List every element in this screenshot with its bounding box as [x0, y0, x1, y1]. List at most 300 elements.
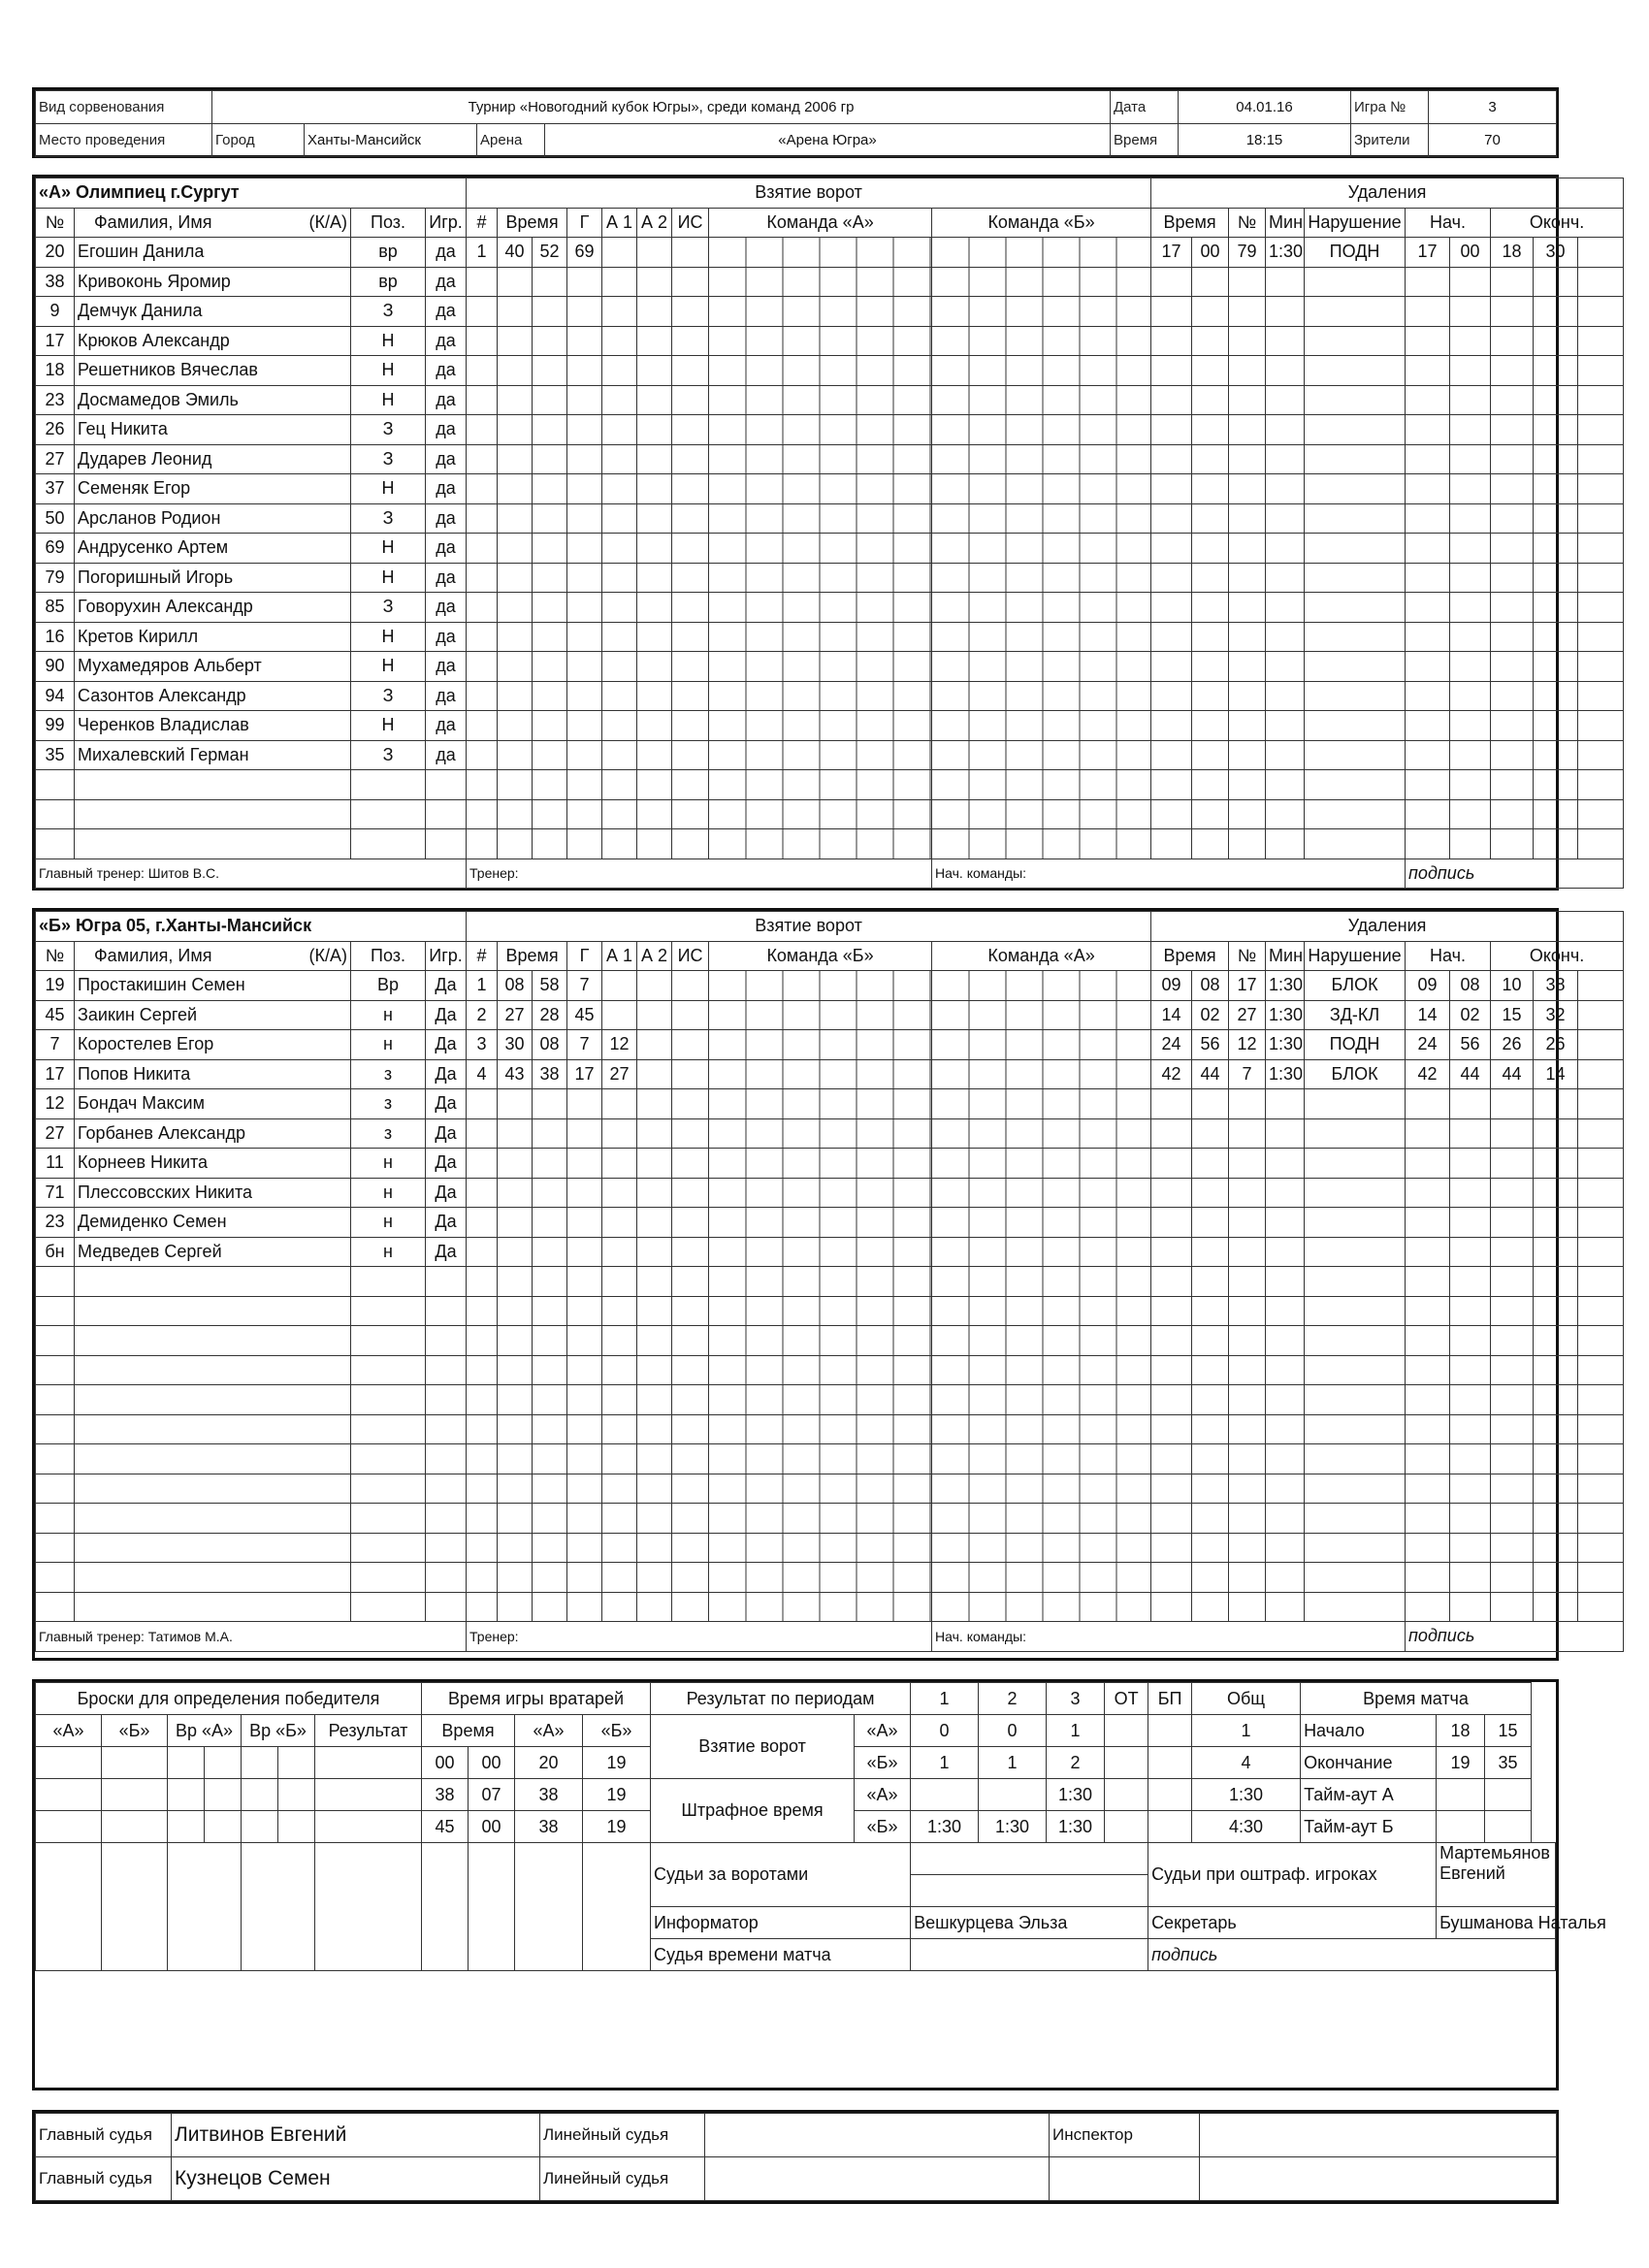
goal-a2 [637, 1385, 672, 1415]
pen-start-sec [1450, 1208, 1491, 1238]
table-row [36, 1533, 1624, 1563]
player-no [36, 1326, 75, 1356]
table-row [36, 1385, 1624, 1415]
pen-end-sec [1534, 1208, 1578, 1238]
player-pos: Н [351, 622, 426, 652]
pen-minutes [1266, 356, 1305, 386]
match-start-sec: 15 [1485, 1715, 1532, 1747]
goal-a1 [602, 1267, 637, 1297]
goal-sec [533, 652, 567, 682]
goals-a-p3: 1 [1047, 1715, 1105, 1747]
table-row [36, 829, 1624, 859]
goal-no [467, 1149, 498, 1179]
pen-end-min [1491, 770, 1534, 800]
pen-start-sec [1450, 326, 1491, 356]
referees-section [32, 2110, 1559, 2204]
goal-judges-label: Судьи за воротами [651, 1843, 911, 1907]
goal-min [498, 1118, 533, 1149]
pen-violation [1305, 444, 1406, 474]
pen-start-min [1406, 681, 1450, 711]
pen-violation [1305, 1592, 1406, 1622]
pen-minutes [1266, 740, 1305, 770]
goal-sec [533, 740, 567, 770]
player-pos [351, 1355, 426, 1385]
teamB-col-ptime: Время [1151, 941, 1229, 971]
pen-end-min [1491, 1533, 1534, 1563]
pen-start-sec [1450, 1267, 1491, 1297]
teamA-col-pstart: Нач. [1406, 208, 1491, 238]
goal-min [498, 1208, 533, 1238]
goal-min [498, 474, 533, 504]
player-play: да [426, 652, 467, 682]
table-row [36, 740, 1624, 770]
pen-time-sec [1192, 1504, 1229, 1534]
player-play [426, 799, 467, 829]
goal-is [672, 474, 709, 504]
table-row [36, 474, 1624, 504]
pen-violation [1305, 1326, 1406, 1356]
goal-min [498, 503, 533, 534]
pen-start-min [1406, 356, 1450, 386]
goal-a1 [602, 1149, 637, 1179]
player-no: 23 [36, 1208, 75, 1238]
pen-player-no [1229, 534, 1266, 564]
goal-is [672, 1355, 709, 1385]
pen-time-sec [1192, 770, 1229, 800]
goal-is [672, 1326, 709, 1356]
player-pos [351, 799, 426, 829]
goal-min [498, 652, 533, 682]
goal-a2 [637, 740, 672, 770]
pen-time-sec [1192, 1089, 1229, 1119]
pen-time-min [1151, 829, 1192, 859]
pen-player-no [1229, 799, 1266, 829]
pen-end-sec [1534, 1504, 1578, 1534]
pen-end-sec [1534, 1296, 1578, 1326]
pen-time-sec [1192, 1208, 1229, 1238]
goal-a2 [637, 1178, 672, 1208]
goal-sec [533, 1149, 567, 1179]
player-no: 11 [36, 1149, 75, 1179]
goal-scorer [567, 326, 602, 356]
shootout-b: «Б» [102, 1715, 168, 1747]
pen-start-min [1406, 1118, 1450, 1149]
goal-a2 [637, 1326, 672, 1356]
pen-minutes [1266, 297, 1305, 327]
goal-is [672, 593, 709, 623]
teamA-coach: Главный тренер: Шитов В.С. [36, 859, 467, 889]
pen-minutes [1266, 1208, 1305, 1238]
goal-a2 [637, 1444, 672, 1474]
player-play: Да [426, 1149, 467, 1179]
goal-no: 1 [467, 238, 498, 268]
pen-a-ot [1105, 1779, 1148, 1811]
pen-violation [1305, 622, 1406, 652]
goal-a2 [637, 593, 672, 623]
player-no: 71 [36, 1178, 75, 1208]
player-play: Да [426, 971, 467, 1001]
pen-time-min [1151, 534, 1192, 564]
team-a-section [32, 175, 1585, 891]
player-pos: Н [351, 474, 426, 504]
goal-a2 [637, 770, 672, 800]
pen-start-sec [1450, 1592, 1491, 1622]
player-pos: З [351, 593, 426, 623]
teamA-goals-header: Взятие ворот [467, 178, 1151, 209]
goal-scorer [567, 1592, 602, 1622]
pen-time-min [1151, 740, 1192, 770]
teamA-col-pno: № [1229, 208, 1266, 238]
pen-end-sec [1534, 326, 1578, 356]
pen-start-sec [1450, 385, 1491, 415]
pen-player-no [1229, 681, 1266, 711]
player-pos: Н [351, 326, 426, 356]
goal-no [467, 622, 498, 652]
player-pos: З [351, 740, 426, 770]
player-no [36, 1444, 75, 1474]
pen-violation [1305, 1414, 1406, 1444]
player-play [426, 1326, 467, 1356]
goal-no: 3 [467, 1030, 498, 1060]
pen-start-min [1406, 1326, 1450, 1356]
goal-scorer [567, 1296, 602, 1326]
goal-a1 [602, 1178, 637, 1208]
goal-scorer [567, 622, 602, 652]
goal-no [467, 711, 498, 741]
player-pos: З [351, 681, 426, 711]
pen-player-no [1229, 1355, 1266, 1385]
table-row [36, 1296, 1624, 1326]
goal-sec [533, 326, 567, 356]
player-name [75, 1385, 351, 1415]
pen-time-sec [1192, 563, 1229, 593]
teamA-penalties-header: Удаления [1151, 178, 1624, 209]
pen-end-sec [1534, 385, 1578, 415]
goal-no [467, 740, 498, 770]
pen-end-sec [1534, 474, 1578, 504]
teamA-col-pend: Оконч. [1491, 208, 1624, 238]
goal-is [672, 652, 709, 682]
table-row [36, 1237, 1624, 1267]
pen-end-min [1491, 1592, 1534, 1622]
pen-time-min [1151, 356, 1192, 386]
goal-sec [533, 1474, 567, 1504]
teamB-col-pviol: Нарушение [1305, 941, 1406, 971]
pen-time-sec [1192, 829, 1229, 859]
goal-a2 [637, 1089, 672, 1119]
pen-end-sec [1534, 1118, 1578, 1149]
penalty-judges-label: Судьи при оштраф. игроках [1148, 1843, 1437, 1907]
venue-label: Место проведения [36, 124, 212, 157]
pen-time-sec [1192, 326, 1229, 356]
goalie-row-3-sec: 00 [469, 1811, 515, 1843]
goal-no [467, 1385, 498, 1415]
goal-is [672, 740, 709, 770]
goal-min [498, 1149, 533, 1179]
pen-violation: ПОДН [1305, 1030, 1406, 1060]
goal-scorer [567, 829, 602, 859]
goal-min [498, 1533, 533, 1563]
pen-violation: БЛОК [1305, 971, 1406, 1001]
pen-time-min [1151, 297, 1192, 327]
pen-b-ot [1105, 1811, 1148, 1843]
pen-violation [1305, 385, 1406, 415]
player-play [426, 829, 467, 859]
pen-start-sec: 02 [1450, 1000, 1491, 1030]
player-name: Заикин Сергей [75, 1000, 351, 1030]
goal-min [498, 1444, 533, 1474]
player-name: Дударев Леонид [75, 444, 351, 474]
pen-time-sec [1192, 415, 1229, 445]
player-no [36, 1385, 75, 1415]
pen-player-no [1229, 1592, 1266, 1622]
pen-time-sec [1192, 622, 1229, 652]
goal-no [467, 1474, 498, 1504]
table-row [36, 1355, 1624, 1385]
goal-a1 [602, 297, 637, 327]
pen-start-min [1406, 1178, 1450, 1208]
goal-scorer [567, 652, 602, 682]
pen-start-min [1406, 711, 1450, 741]
pen-time-sec: 02 [1192, 1000, 1229, 1030]
pen-end-min [1491, 1178, 1534, 1208]
goal-no [467, 1089, 498, 1119]
player-pos: З [351, 415, 426, 445]
player-pos: З [351, 297, 426, 327]
goal-no [467, 1355, 498, 1385]
teamB-title: «Б» Югра 05, г.Ханты-Мансийск [36, 912, 467, 942]
pen-start-min: 17 [1406, 238, 1450, 268]
pen-time-sec [1192, 1267, 1229, 1297]
goal-scorer [567, 1326, 602, 1356]
pen-violation [1305, 534, 1406, 564]
player-pos [351, 829, 426, 859]
pen-minutes: 1:30 [1266, 238, 1305, 268]
goals-label: Взятие ворот [651, 1715, 855, 1779]
pen-violation [1305, 799, 1406, 829]
player-play: да [426, 297, 467, 327]
goal-a2 [637, 1355, 672, 1385]
pen-time-sec [1192, 1296, 1229, 1326]
pen-start-sec: 08 [1450, 971, 1491, 1001]
player-name: Семеняк Егор [75, 474, 351, 504]
goal-no [467, 799, 498, 829]
goal-sec [533, 1563, 567, 1593]
player-no: 19 [36, 971, 75, 1001]
goal-is [672, 1237, 709, 1267]
goal-is [672, 1267, 709, 1297]
game-no-label: Игра № [1351, 91, 1429, 124]
table-row [36, 1030, 1624, 1060]
pen-start-sec [1450, 740, 1491, 770]
pen-time-sec [1192, 1326, 1229, 1356]
timekeeper-label: Судья времени матча [651, 1939, 911, 1971]
goal-sec [533, 1444, 567, 1474]
player-name: Коростелев Егор [75, 1030, 351, 1060]
pen-minutes: 1:30 [1266, 971, 1305, 1001]
pen-time-sec: 56 [1192, 1030, 1229, 1060]
pen-minutes [1266, 829, 1305, 859]
goal-is [672, 1474, 709, 1504]
goal-scorer [567, 267, 602, 297]
goal-is [672, 1178, 709, 1208]
goal-is [672, 1444, 709, 1474]
player-pos: н [351, 1030, 426, 1060]
player-name: Крюков Александр [75, 326, 351, 356]
pen-time-sec [1192, 474, 1229, 504]
pen-player-no [1229, 652, 1266, 682]
pen-start-min [1406, 1089, 1450, 1119]
informer-label: Информатор [651, 1907, 911, 1939]
player-no: 45 [36, 1000, 75, 1030]
goal-sec [533, 297, 567, 327]
goalie-row-2-a: 38 [515, 1779, 583, 1811]
pen-start-min [1406, 444, 1450, 474]
pen-start-min [1406, 1474, 1450, 1504]
linesman-label-1: Линейный судья [540, 2114, 705, 2157]
goal-is [672, 1000, 709, 1030]
goal-no [467, 1326, 498, 1356]
teamA-title: «А» Олимпиец г.Сургут [36, 178, 467, 209]
table-row [36, 1444, 1624, 1474]
pen-start-min [1406, 1267, 1450, 1297]
pen-end-sec [1534, 770, 1578, 800]
goal-scorer [567, 534, 602, 564]
pen-end-sec: 30 [1534, 238, 1578, 268]
player-name: Сазонтов Александр [75, 681, 351, 711]
goal-min [498, 1237, 533, 1267]
pen-time-min [1151, 711, 1192, 741]
goal-scorer [567, 1178, 602, 1208]
player-play: Да [426, 1178, 467, 1208]
pen-end-min [1491, 503, 1534, 534]
goal-no [467, 267, 498, 297]
pen-player-no [1229, 1178, 1266, 1208]
player-no: 50 [36, 503, 75, 534]
goal-min [498, 415, 533, 445]
pen-a-total: 1:30 [1192, 1779, 1301, 1811]
time-value: 18:15 [1179, 124, 1351, 157]
pen-start-sec [1450, 1533, 1491, 1563]
pen-minutes [1266, 1385, 1305, 1415]
date-value: 04.01.16 [1179, 91, 1351, 124]
table-row [36, 1326, 1624, 1356]
pen-player-no [1229, 415, 1266, 445]
pen-minutes [1266, 1296, 1305, 1326]
player-pos [351, 1267, 426, 1297]
pen-time-min: 17 [1151, 238, 1192, 268]
pen-end-sec [1534, 711, 1578, 741]
pen-time-sec [1192, 297, 1229, 327]
player-play [426, 1355, 467, 1385]
pen-start-min [1406, 1355, 1450, 1385]
pen-player-no: 7 [1229, 1059, 1266, 1089]
pen-time-min [1151, 1533, 1192, 1563]
pen-player-no [1229, 1296, 1266, 1326]
goal-a2 [637, 356, 672, 386]
ot-header: ОТ [1105, 1683, 1148, 1715]
pen-end-sec [1534, 1178, 1578, 1208]
goal-scorer [567, 1267, 602, 1297]
pen-time-sec [1192, 1533, 1229, 1563]
pen-start-min [1406, 1504, 1450, 1534]
player-name: Говорухин Александр [75, 593, 351, 623]
player-no: 94 [36, 681, 75, 711]
goal-sec [533, 1326, 567, 1356]
competition-name: Турнир «Новогодний кубок Югры», среди команд 2006 гр [212, 91, 1111, 124]
goal-a1 [602, 1326, 637, 1356]
pen-end-min [1491, 1267, 1534, 1297]
pen-violation [1305, 415, 1406, 445]
goal-a1 [602, 770, 637, 800]
pen-start-sec [1450, 1118, 1491, 1149]
teamB-col-pend: Оконч. [1491, 941, 1624, 971]
table-row [36, 1178, 1624, 1208]
goal-min [498, 622, 533, 652]
timeout-a-label: Тайм-аут А [1301, 1779, 1437, 1811]
pen-violation [1305, 1178, 1406, 1208]
pen-violation [1305, 770, 1406, 800]
pen-violation [1305, 474, 1406, 504]
pen-start-min [1406, 622, 1450, 652]
pen-player-no [1229, 1533, 1266, 1563]
teamB-trainer: Тренер: [467, 1622, 932, 1652]
goal-scorer: 69 [567, 238, 602, 268]
pen-start-sec [1450, 622, 1491, 652]
pen-end-min [1491, 681, 1534, 711]
goal-min [498, 829, 533, 859]
player-no: 16 [36, 622, 75, 652]
pen-minutes [1266, 563, 1305, 593]
spectators-label: Зрители [1351, 124, 1429, 157]
player-pos [351, 1533, 426, 1563]
pen-minutes [1266, 681, 1305, 711]
player-pos: вр [351, 267, 426, 297]
player-no: бн [36, 1237, 75, 1267]
player-play [426, 1592, 467, 1622]
pen-time-sec [1192, 503, 1229, 534]
player-pos: н [351, 1208, 426, 1238]
pen-a-p1 [911, 1779, 979, 1811]
goal-sec [533, 1533, 567, 1563]
goal-is [672, 326, 709, 356]
pen-player-no: 79 [1229, 238, 1266, 268]
pen-end-min [1491, 1504, 1534, 1534]
player-no [36, 829, 75, 859]
team-b-section [32, 908, 1585, 1661]
player-name: Бондач Максим [75, 1089, 351, 1119]
player-play [426, 1385, 467, 1415]
pen-minutes: 1:30 [1266, 1059, 1305, 1089]
goalies-b-header: «Б» [583, 1715, 651, 1747]
pen-end-sec [1534, 622, 1578, 652]
player-play [426, 1504, 467, 1534]
pen-player-no [1229, 711, 1266, 741]
player-play: да [426, 326, 467, 356]
goal-no [467, 1118, 498, 1149]
pen-player-no: 12 [1229, 1030, 1266, 1060]
goal-a2 [637, 503, 672, 534]
pen-end-min [1491, 297, 1534, 327]
pen-time-sec [1192, 799, 1229, 829]
shootout-a: «А» [36, 1715, 102, 1747]
goal-min [498, 681, 533, 711]
pen-end-sec [1534, 1237, 1578, 1267]
goal-sec [533, 770, 567, 800]
teamA-col-no: № [36, 208, 75, 238]
goal-a1 [602, 267, 637, 297]
pen-end-sec [1534, 415, 1578, 445]
